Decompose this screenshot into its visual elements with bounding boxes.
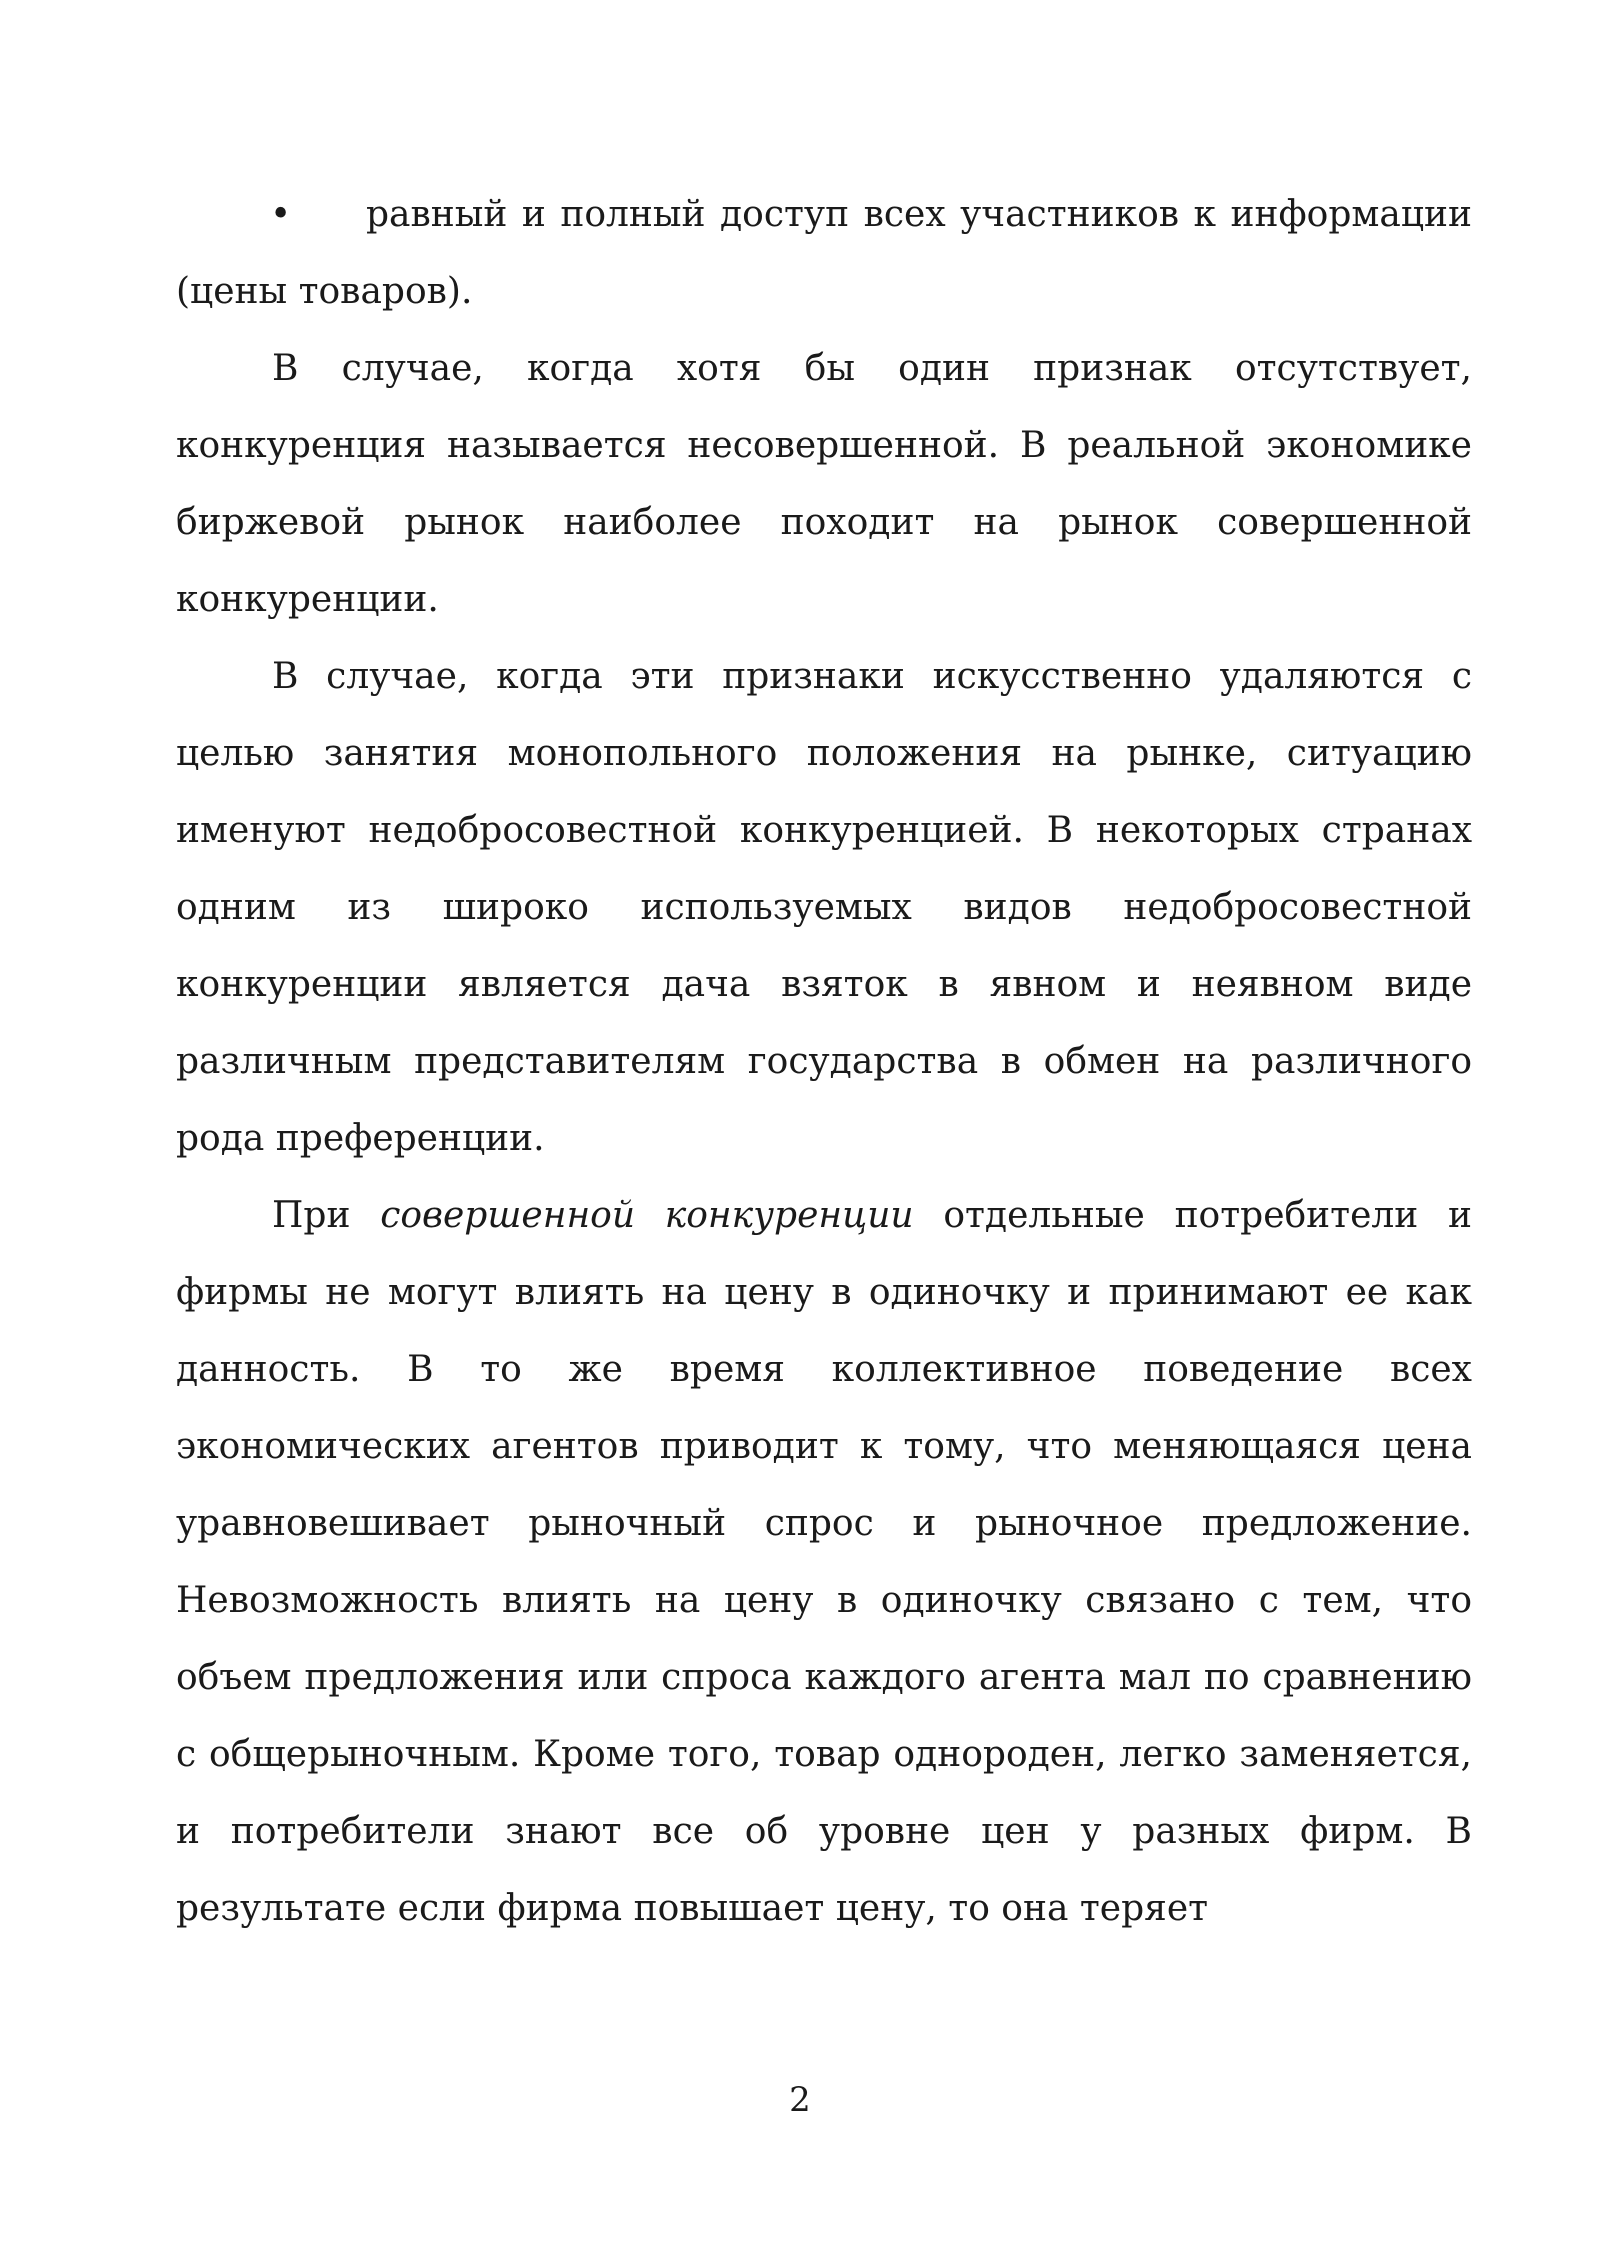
- paragraph-perfect-rest: отдельные потребители и фирмы не могут влиять на цену в одиночку и принимают ее как данность. В то же время коллективное поведение всех экономических агентов приводит к тому, что меняющаяся цена уравновешивает рыночный спрос и рыночное предложение. Невозможность влиять на цену в одиночку связано с тем, что объем предложения или спроса каждого агента мал по сравнению с общерыночным. Кроме того, товар однороден, легко заменяется, и потребители знают все об уровне цен у разных фирм. В результате если фирма повышает цену, то она теряет: [176, 1195, 1472, 1929]
- paragraph-perfect-start: При: [272, 1195, 381, 1236]
- paragraph-perfect-competition: [176, 1177, 1472, 1947]
- paragraph-unfair-competition: В случае, когда эти признаки искусственно удаляются с целью занятия монопольного положения на рынке, ситуацию именуют недобросовестной конкуренцией. В некоторых странах одним из широко используемых видов недобросовестной конкуренции является дача взяток в явном и неявном виде различным представителям государства в обмен на различного рода преференции.: [176, 656, 1472, 1159]
- bullet-paragraph: • равный и полный доступ всех участников к информации (цены товаров).: [176, 194, 1472, 312]
- bullet-text: равный и полный доступ всех участников к информации (цены товаров).: [176, 194, 1472, 312]
- emphasis-perfect-competition: совершенной конкуренции: [380, 1195, 914, 1236]
- page-number: 2: [789, 2080, 811, 2120]
- document-page: [176, 176, 1472, 1947]
- paragraph-imperfect-competition: В случае, когда хотя бы один признак отсутствует, конкуренция называется несовершенной. В реальной экономике биржевой рынок наиболее походит на рынок совершенной конкуренции.: [176, 348, 1472, 620]
